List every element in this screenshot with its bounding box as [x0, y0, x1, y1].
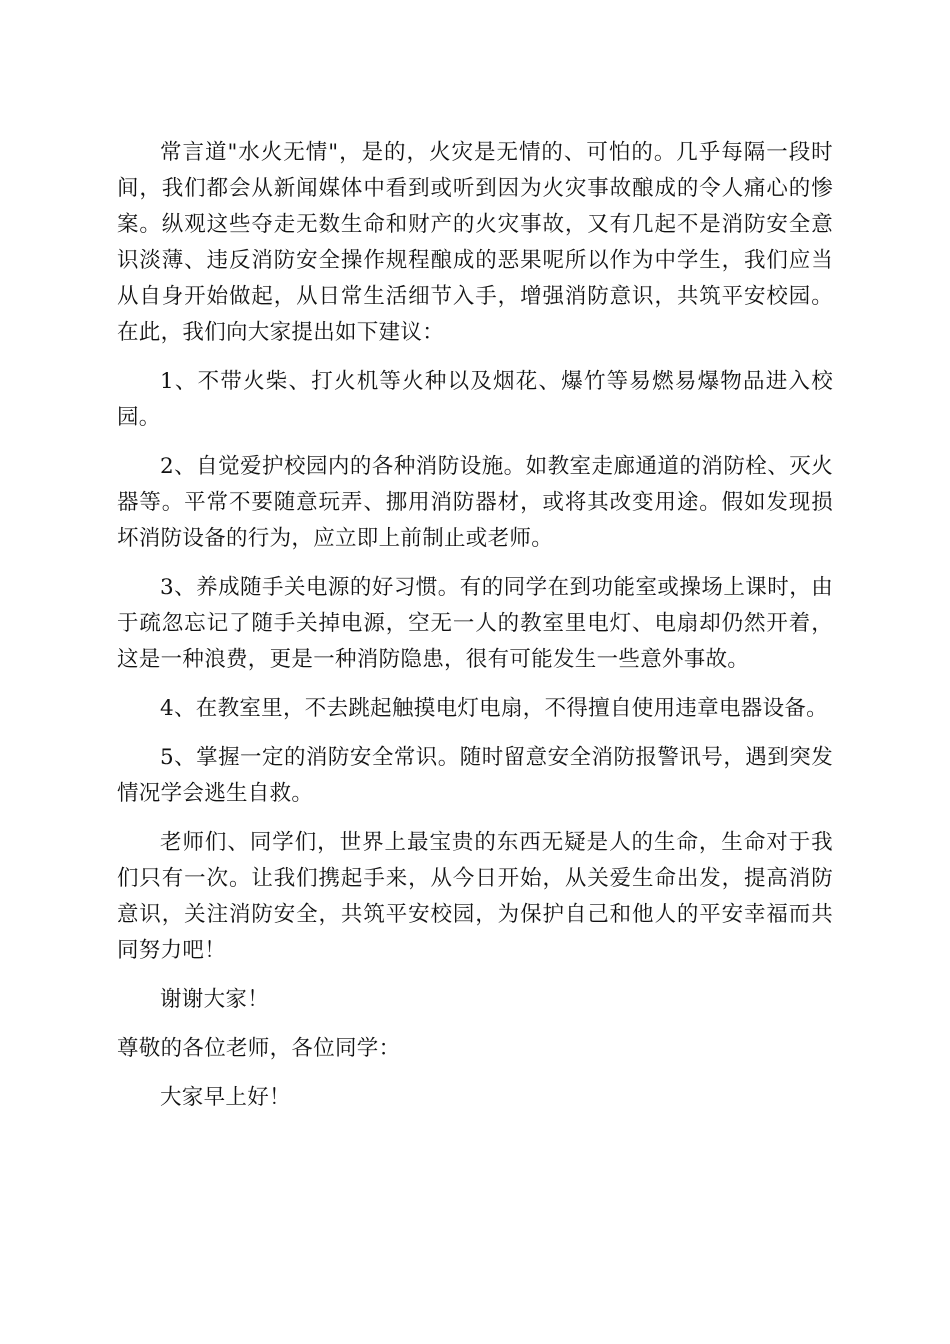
- salutation-line: 尊敬的各位老师，各位同学：: [117, 1036, 401, 1061]
- thanks-line: 谢谢大家！: [160, 987, 270, 1012]
- greeting-line: 大家早上好！: [160, 1085, 291, 1110]
- document-body: [117, 135, 833, 1116]
- intro-paragraph: 常言道"水火无情"，是的，火灾是无情的、可怕的。几乎每隔一段时间，我们都会从新闻媒体中看到或听到因为火灾事故酿成的令人痛心的惨案。纵观这些夺走无数生命和财产的火灾事故，又有几起不是消防安全意识淡薄、违反消防安全操作规程酿成的恶果呢所以作为中学生，我们应当从自身开始做起，从日常生活细节入手，增强消防意识，共筑平安校园。在此，我们向大家提出如下建议：: [117, 140, 833, 345]
- suggestion-3-paragraph: 3、养成随手关电源的好习惯。有的同学在到功能室或操场上课时，由于疏忽忘记了随手关掉电源，空无一人的教室里电灯、电扇却仍然开着，这是一种浪费，更是一种消防隐患，很有可能发生一些意外事故。: [117, 575, 833, 672]
- suggestion-5-paragraph: 5、掌握一定的消防安全常识。随时留意安全消防报警讯号，遇到突发情况学会逃生自救。: [117, 745, 833, 806]
- suggestion-1-paragraph: 1、不带火柴、打火机等火种以及烟花、爆竹等易燃易爆物品进入校园。: [117, 369, 833, 430]
- suggestion-4-paragraph: 4、在教室里，不去跳起触摸电灯电扇，不得擅自使用违章电器设备。: [160, 696, 828, 721]
- closing-paragraph: 老师们、同学们，世界上最宝贵的东西无疑是人的生命，生命对于我们只有一次。让我们携起手来，从今日开始，从关爱生命出发，提高消防意识，关注消防安全，共筑平安校园，为保护自己和他人的平安幸福而共同努力吧！: [117, 830, 833, 963]
- suggestion-2-paragraph: 2、自觉爱护校园内的各种消防设施。如教室走廊通道的消防栓、灭火器等。平常不要随意玩弄、挪用消防器材，或将其改变用途。假如发现损坏消防设备的行为，应立即上前制止或老师。: [117, 454, 833, 551]
